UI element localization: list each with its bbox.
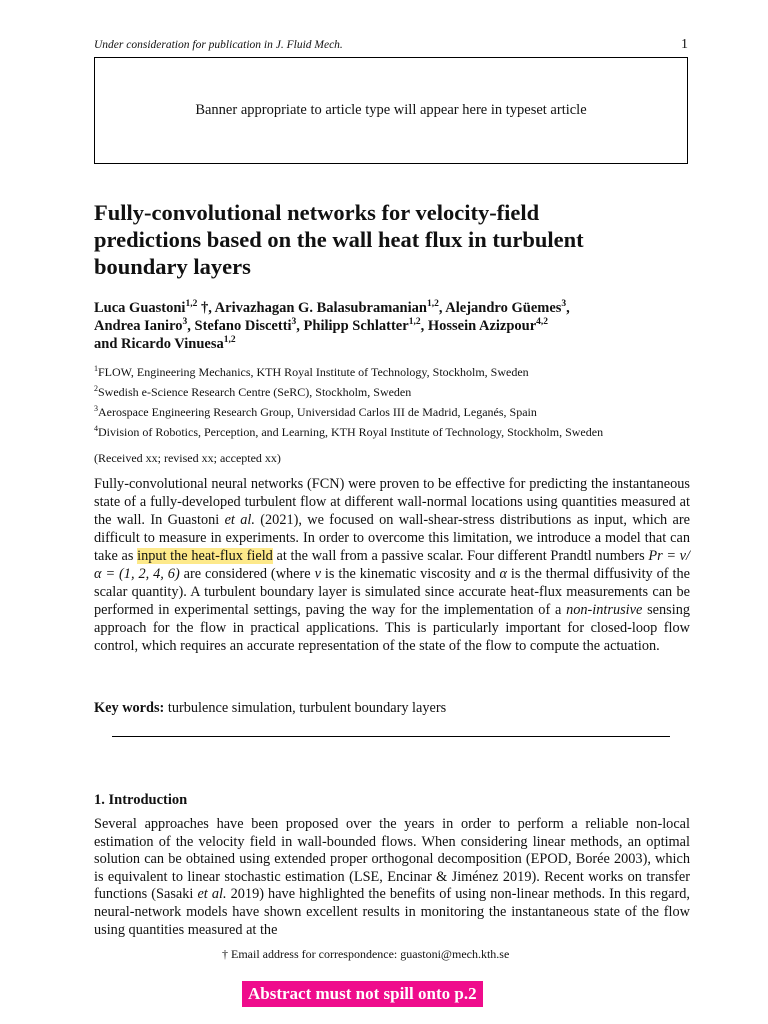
highlighted-text: input the heat-flux field bbox=[137, 548, 273, 564]
author-line bbox=[94, 335, 694, 353]
author-name: , Philipp Schlatter bbox=[296, 318, 409, 334]
affiliation-number: 2 bbox=[94, 384, 98, 393]
author-name: Andrea Ianiro bbox=[94, 318, 183, 334]
banner-text: Banner appropriate to article type will appear here in typeset article bbox=[195, 102, 587, 118]
title-line: boundary layers bbox=[94, 254, 251, 279]
affiliation-number: 3 bbox=[94, 404, 98, 413]
author-name: , Hossein Azizpour bbox=[420, 318, 537, 334]
affiliation-text: Division of Robotics, Perception, and Learning, KTH Royal Institute of Technology, Stockholm, Sweden bbox=[98, 425, 604, 439]
intro-text: Several approaches have been proposed over the years in order to perform a reliable non-local estimation of the velocity field in wall-bounded flows. When considering linear methods, an optimal solution can be obtained using extended proper orthogonal decomposition (EPOD, Borée 2003), which is equivalent to linear stochastic estimation (LSE, Encinar & Jiménez 2019). Recent works on transfer functions (Sasaki bbox=[94, 816, 690, 903]
corresponding-dagger: †, bbox=[197, 300, 215, 316]
received-dates: (Received xx; revised xx; accepted xx) bbox=[94, 451, 281, 465]
section-heading: 1. Introduction bbox=[94, 792, 188, 808]
prandtl-equation: Pr = ν/α = (1, 2, 4, 6) bbox=[94, 548, 690, 582]
affiliation-item bbox=[94, 422, 714, 442]
math-nu: ν bbox=[314, 566, 321, 582]
abstract-emphasis: et al. bbox=[224, 512, 255, 528]
affiliation-list bbox=[94, 362, 714, 442]
journal-line: Under consideration for publication in J. Fluid Mech. bbox=[94, 39, 343, 51]
abstract-text: (2021), we focused on wall-shear-stress distributions as input, which are difficult to measure in experiments. In order to overcome this limitation, we introduce a model that can take as bbox=[94, 512, 690, 564]
author-name: Arivazhagan G. Balasubramanian bbox=[214, 300, 427, 316]
article-title bbox=[94, 199, 694, 280]
affiliation-text: Aerospace Engineering Research Group, Universidad Carlos III de Madrid, Leganés, Spain bbox=[98, 405, 537, 419]
author-affil-sup: 3 bbox=[291, 317, 297, 327]
author-affil-sup: 1,2 bbox=[426, 299, 439, 309]
keywords-text: turbulence simulation, turbulent boundary layers bbox=[164, 700, 447, 716]
affiliation-item bbox=[94, 402, 714, 422]
intro-emphasis: et al. bbox=[197, 886, 227, 903]
author-affil-sup: 4,2 bbox=[536, 317, 549, 327]
affiliation-item bbox=[94, 362, 714, 382]
author-list bbox=[94, 299, 694, 353]
banner-placeholder bbox=[94, 57, 688, 164]
introduction-paragraph bbox=[94, 816, 690, 939]
page-number: 1 bbox=[681, 37, 688, 52]
abstract-text: Fully-convolutional neural networks (FCN) were proven to be effective for predicting the instantaneous state of a fully-developed turbulent flow at different wall-normal locations using quantities measured at the wall. In Guastoni bbox=[94, 476, 690, 528]
author-affil-sup: 1,2 bbox=[185, 299, 198, 309]
section-divider bbox=[112, 736, 670, 737]
author-separator: , bbox=[566, 300, 570, 316]
keywords bbox=[94, 700, 446, 717]
author-name: , Stefano Discetti bbox=[187, 318, 292, 334]
affiliation-text: Swedish e-Science Research Centre (SeRC), Stockholm, Sweden bbox=[98, 385, 412, 399]
affiliation-number: 1 bbox=[94, 364, 98, 373]
author-affil-sup: 1,2 bbox=[408, 317, 421, 327]
author-affil-sup: 3 bbox=[561, 299, 567, 309]
intro-text: 2019) have highlighted the benefits of using non-linear methods. In this regard, neural-network models have shown excellent results in monitoring the instantaneous state of the flow using quantities measured at the bbox=[94, 886, 690, 938]
title-line: Fully-convolutional networks for velocity-field bbox=[94, 200, 540, 225]
author-name: and Ricardo Vinuesa bbox=[94, 336, 224, 352]
abstract-text: is the thermal diffusivity of the scalar quantity). A turbulent boundary layer is simulated since accurate heat-flux measurements can be performed in experimental settings, paving the way for the implementation of a bbox=[94, 566, 690, 618]
abstract-text: sensing approach for the flow in practical applications. This is particularly important for closed-loop flow control, which requires an accurate representation of the state of the flow to compute the actuation. bbox=[94, 602, 691, 654]
spill-warning-badge: Abstract must not spill onto p.2 bbox=[242, 981, 483, 1007]
affiliation-text: FLOW, Engineering Mechanics, KTH Royal Institute of Technology, Stockholm, Sweden bbox=[98, 365, 529, 379]
author-line bbox=[94, 317, 694, 335]
affiliation-number: 4 bbox=[94, 424, 98, 433]
footnote: † Email address for correspondence: guastoni@mech.kth.se bbox=[222, 947, 510, 961]
abstract-emphasis: non-intrusive bbox=[566, 602, 643, 618]
abstract bbox=[94, 475, 690, 655]
affiliation-item bbox=[94, 382, 714, 402]
author-name: Luca Guastoni bbox=[94, 300, 186, 316]
math-alpha: α bbox=[499, 566, 507, 582]
author-name: , Alejandro Güemes bbox=[438, 300, 562, 316]
author-affil-sup: 1,2 bbox=[223, 335, 236, 345]
title-line: predictions based on the wall heat flux in turbulent bbox=[94, 227, 584, 252]
author-line bbox=[94, 299, 694, 317]
author-affil-sup: 3 bbox=[182, 317, 188, 327]
abstract-text: is the kinematic viscosity and bbox=[320, 566, 500, 582]
abstract-text: at the wall from a passive scalar. Four different Prandtl numbers bbox=[272, 548, 649, 564]
abstract-text: are considered (where bbox=[179, 566, 315, 582]
keywords-label: Key words: bbox=[94, 700, 165, 716]
